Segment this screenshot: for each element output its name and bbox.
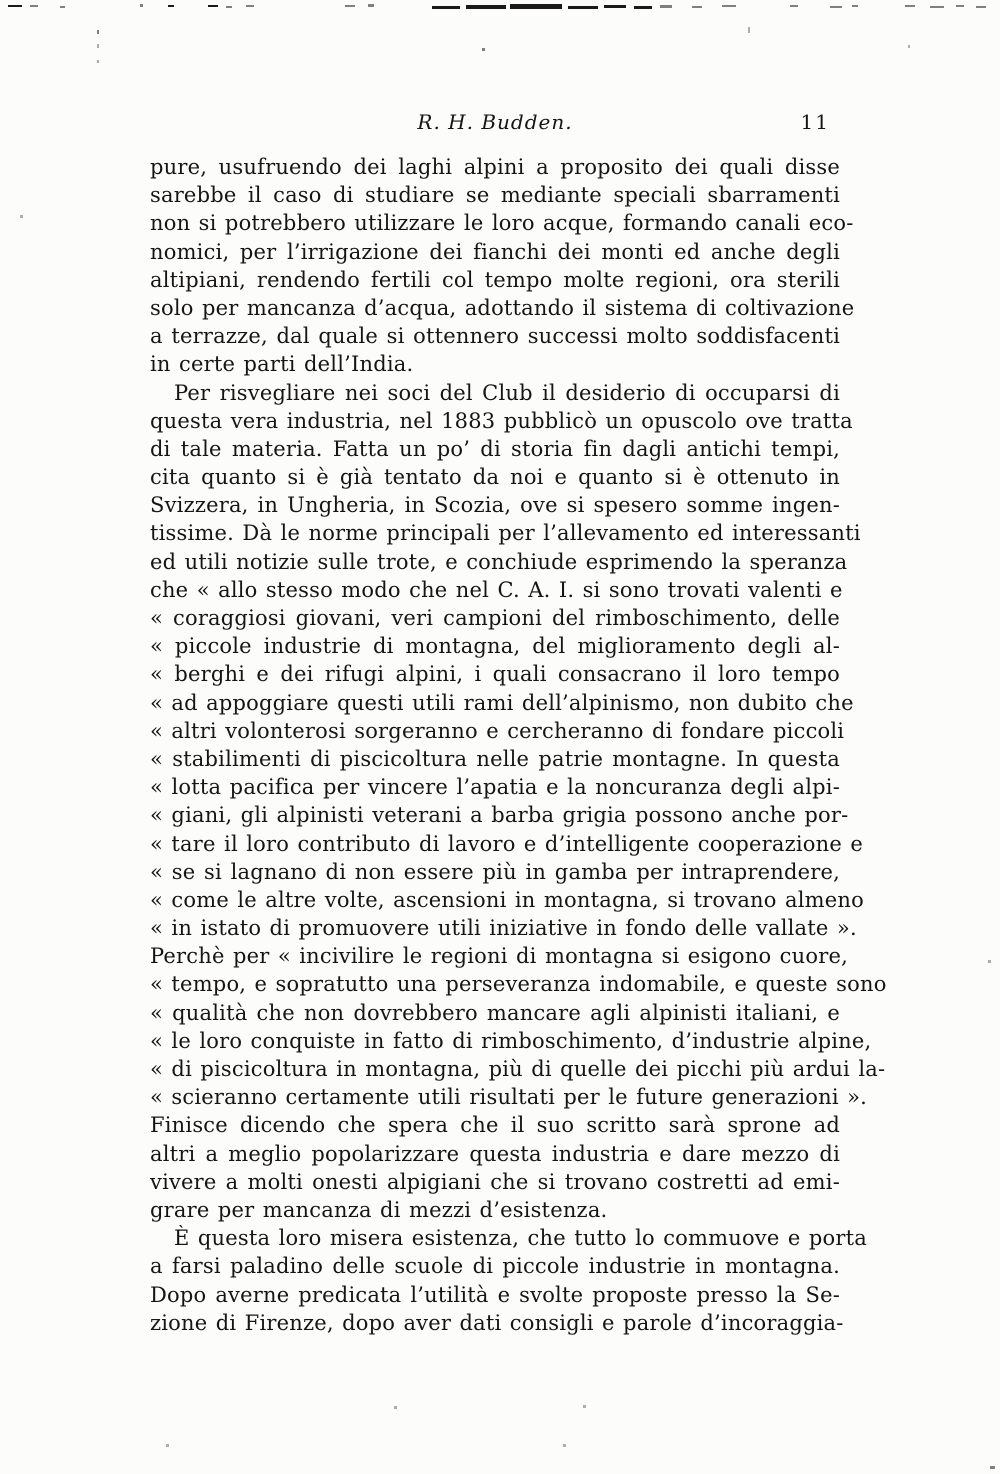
scan-artifact xyxy=(988,960,991,963)
running-title: R. H. Budden. xyxy=(417,110,573,134)
text-line: pure, usufruendo dei laghi alpini a proposito dei quali disse xyxy=(150,155,840,179)
scan-artifact xyxy=(432,6,460,9)
text-line: Per risvegliare nei soci del Club il desiderio di occuparsi di xyxy=(174,380,840,405)
text-line: Svizzera, in Ungheria, in Scozia, ove si spesero somme ingen- xyxy=(150,493,840,518)
text-line: questa vera industria, nel 1883 pubblicò un opuscolo ove tratta xyxy=(150,408,853,433)
scan-artifact xyxy=(976,6,986,8)
scan-artifact xyxy=(990,1466,995,1469)
text-line: « berghi e dei rifugi alpini, i quali consacrano il loro tempo xyxy=(150,662,840,687)
scan-artifact xyxy=(368,4,374,7)
text-line: nomici, per l’irrigazione dei fianchi dei monti ed anche degli xyxy=(150,239,840,264)
text-line: non si potrebbero utilizzare le loro acque, formando canali eco- xyxy=(150,211,854,236)
text-line: « in istato di promuovere utili iniziative in fondo delle vallate ». xyxy=(150,916,857,941)
text-line: vivere a molti onesti alpigiani che si trovano costretti ad emi- xyxy=(150,1169,840,1194)
page-number: 11 xyxy=(800,110,830,134)
text-line: « di piscicoltura in montagna, più di quelle dei picchi più ardui la- xyxy=(150,1057,886,1081)
scan-artifact xyxy=(140,4,143,7)
scan-artifact xyxy=(852,5,858,7)
text-line: ed utili notizie sulle trote, e conchiude esprimendo la speranza xyxy=(150,549,848,574)
text-line: « giani, gli alpinisti veterani a barba grigia possono anche por- xyxy=(150,803,849,828)
scan-artifact xyxy=(905,5,915,7)
scan-artifact xyxy=(97,30,99,34)
scan-artifact xyxy=(345,5,355,7)
text-line: in certe parti dell’India. xyxy=(150,352,414,377)
scan-artifact xyxy=(208,5,218,7)
text-line: che « allo stesso modo che nel C. A. I. si sono trovati valenti e xyxy=(150,577,843,602)
body-text xyxy=(150,153,887,1337)
scan-artifact xyxy=(466,5,506,9)
text-line: « ad appoggiare questi utili rami dell’alpinismo, non dubito che xyxy=(150,690,854,715)
text-line: cita quanto si è già tentato da noi e quanto si è ottenuto in xyxy=(150,465,840,490)
scan-artifact xyxy=(722,5,736,7)
text-line: « coraggiosi giovani, veri campioni del rimboschimento, delle xyxy=(150,606,840,630)
text-line: Finisce dicendo che spera che il suo scritto sarà sprone ad xyxy=(150,1113,840,1138)
scan-artifact xyxy=(97,44,99,48)
text-line: sarebbe il caso di studiare se mediante speciali sbarramenti xyxy=(150,183,840,208)
scan-artifact xyxy=(692,6,702,8)
scan-artifact xyxy=(97,60,99,63)
scan-artifact xyxy=(510,4,562,9)
text-line: Dopo averne predicata l’utilità e svolte proposte presso la Se- xyxy=(150,1282,840,1307)
scan-artifact xyxy=(482,48,485,51)
scan-artifact xyxy=(908,45,910,48)
scan-artifact xyxy=(748,27,750,33)
text-line: « come le altre volte, ascensioni in montagna, si trovano almeno xyxy=(150,887,864,912)
text-line: solo per mancanza d’acqua, adottando il sistema di coltivazione xyxy=(150,295,855,320)
text-line: « se si lagnano di non essere più in gamba per intraprendere, xyxy=(150,859,840,884)
text-line: di tale materia. Fatta un po’ di storia fin dagli antichi tempi, xyxy=(150,436,840,461)
text-line: « stabilimenti di piscicoltura nelle patrie montagne. In questa xyxy=(150,746,840,771)
scan-artifact xyxy=(634,6,652,9)
scan-artifact xyxy=(30,5,38,7)
page-header xyxy=(150,110,840,140)
scan-artifact xyxy=(660,5,672,8)
scan-artifact xyxy=(790,5,798,7)
text-line: Perchè per « incivilire le regioni di montagna si esigono cuore, xyxy=(150,944,848,969)
text-line: « piccole industrie di montagna, del miglioramento degli al- xyxy=(150,634,840,659)
scan-artifact xyxy=(568,6,598,9)
text-line: a farsi paladino delle scuole di piccole industrie in montagna. xyxy=(150,1254,840,1279)
scan-artifact xyxy=(583,1405,586,1408)
scan-artifact xyxy=(20,215,23,218)
scan-artifact xyxy=(394,1406,397,1409)
scan-artifact xyxy=(246,5,254,7)
text-line: « scieranno certamente utili risultati per le future generazioni ». xyxy=(150,1085,868,1110)
scan-artifact xyxy=(60,6,65,8)
text-line: « qualità che non dovrebbero mancare agli alpinisti italiani, e xyxy=(150,1000,840,1025)
scan-artifact xyxy=(226,6,232,8)
text-line: « tare il loro contributo di lavoro e d’intelligente cooperazione e xyxy=(150,831,864,856)
text-line: « tempo, e sopratutto una perseveranza indomabile, e queste sono xyxy=(150,972,887,997)
text-line: altri a meglio popolarizzare questa industria e dare mezzo di xyxy=(150,1141,840,1166)
text-line: È questa loro misera esistenza, che tutto lo commuove e porta xyxy=(174,1226,867,1251)
text-line: tissime. Dà le norme principali per l’allevamento ed interessanti xyxy=(150,521,861,546)
scan-artifact xyxy=(563,1444,566,1447)
scan-artifact xyxy=(830,6,842,8)
text-line: altipiani, rendendo fertili col tempo molte regioni, ora sterili xyxy=(150,267,840,292)
scan-artifact xyxy=(168,5,174,7)
scan-artifact xyxy=(166,1444,169,1447)
text-line: « le loro conquiste in fatto di rimboschimento, d’industrie alpine, xyxy=(150,1028,872,1053)
scan-artifact xyxy=(604,5,626,8)
scan-artifact xyxy=(8,5,22,7)
text-line: zione di Firenze, dopo aver dati consigli e parole d’incoraggia- xyxy=(150,1310,844,1335)
text-line: « altri volonterosi sorgeranno e cercheranno di fondare piccoli xyxy=(150,718,845,743)
text-line: « lotta pacifica per vincere l’apatia e la noncuranza degli alpi- xyxy=(150,775,840,800)
text-line: grare per mancanza di mezzi d’esistenza. xyxy=(150,1197,608,1222)
text-line: a terrazze, dal quale si ottennero successi molto soddisfacenti xyxy=(150,324,840,349)
scan-artifact xyxy=(956,5,964,7)
scan-artifact xyxy=(930,6,944,8)
